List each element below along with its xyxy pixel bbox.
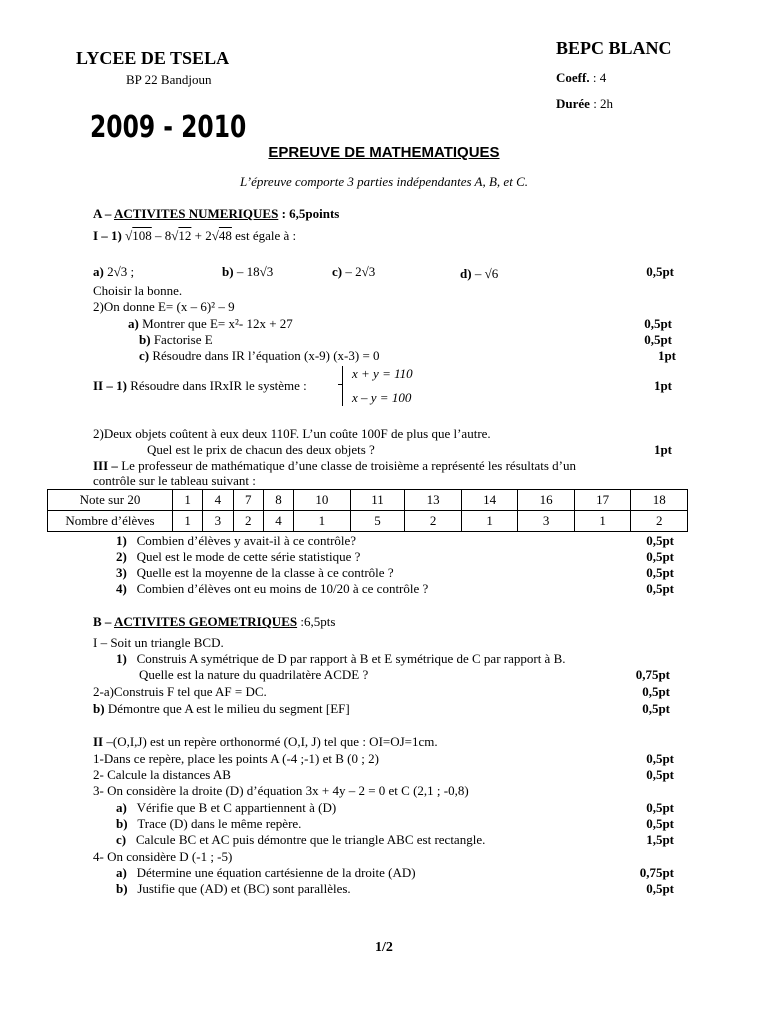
table-cell: 3 [518, 511, 575, 532]
system-brace [342, 366, 351, 406]
question-a-III-cont: contrôle sur le tableau suivant : [93, 473, 256, 488]
points: 0,5pt [646, 751, 674, 766]
duration: Durée : 2h [556, 96, 614, 111]
points: 0,5pt [646, 565, 674, 580]
question-a-I-2a: a) Montrer que E= x²- 12x + 27 [128, 316, 293, 331]
list-item: 1) Combien d’élèves y avait-il à ce contrôle? [116, 533, 357, 548]
points: 0,5pt [642, 701, 670, 716]
question-b-II-3: 3- On considère la droite (D) d’équation 3x + 4y – 2 = 0 et C (2,1 ; -0,8) [93, 783, 469, 798]
table-cell: 7 [233, 490, 263, 511]
table-cell: Note sur 20 [48, 490, 173, 511]
points: 0,5pt [646, 264, 674, 279]
table-cell: 3 [203, 511, 233, 532]
table-cell: 2 [233, 511, 263, 532]
points: 0,5pt [646, 816, 674, 831]
points: 0,5pt [646, 549, 674, 564]
table-cell: 10 [294, 490, 351, 511]
table-cell: 8 [263, 490, 293, 511]
question-b-I-2a: 2-a)Construis F tel que AF = DC. [93, 684, 267, 699]
question-b-I-2b: b) Démontre que A est le milieu du segment [EF] [93, 701, 350, 716]
list-item: 4) Combien d’élèves ont eu moins de 10/20 à ce contrôle ? [116, 581, 429, 596]
points: 0,5pt [646, 767, 674, 782]
question-a-II-1: II – 1) Résoudre dans IRxIR le système : [93, 378, 307, 393]
table-cell: 1 [574, 511, 631, 532]
option-d: d) – √6 [460, 266, 499, 281]
question-b-II-4b: b) Justifie que (AD) et (BC) sont parallèles. [116, 881, 351, 896]
question-a-I-2: 2)On donne E= (x – 6)² – 9 [93, 299, 235, 314]
coefficient: Coeff. : 4 [556, 70, 607, 85]
list-item: 3) Quelle est la moyenne de la classe à ce contrôle ? [116, 565, 394, 580]
table-cell: 1 [173, 511, 203, 532]
question-b-I: I – Soit un triangle BCD. [93, 635, 224, 650]
part-a-heading: A – ACTIVITES NUMERIQUES : 6,5points [93, 206, 340, 221]
question-b-II-3b: b) Trace (D) dans le même repère. [116, 816, 302, 831]
points: 0,75pt [639, 865, 674, 880]
table-cell: 2 [631, 511, 688, 532]
points: 1,5pt [646, 832, 674, 847]
instruction: Choisir la bonne. [93, 283, 183, 298]
results-table [47, 489, 688, 532]
table-row [48, 490, 688, 511]
question-a-II-2-sub: Quel est le prix de chacun des deux objets ? [147, 442, 375, 457]
points: 0,5pt [642, 684, 670, 699]
page-subtitle: L’épreuve comporte 3 parties indépendantes A, B, et C. [240, 174, 528, 189]
question-b-II-4a: a) Détermine une équation cartésienne de la droite (AD) [116, 865, 416, 880]
question-b-I-1: 1) Construis A symétrique de D par rapport à B et E symétrique de C par rapport à B. [116, 651, 566, 666]
system-equation-1: x + y = 110 [352, 366, 413, 381]
points: 1pt [653, 442, 672, 457]
question-b-II: II –(O,I,J) est un repère orthonormé (O,I, J) tel que : OI=OJ=1cm. [93, 734, 438, 749]
question-b-II-3c: c) Calcule BC et AC puis démontre que le triangle ABC est rectangle. [116, 832, 486, 847]
exam-name: BEPC BLANC [556, 38, 672, 58]
question-a-I-2c: c) Résoudre dans IR l’équation (x-9) (x-3) = 0 [139, 348, 380, 363]
option-c: c) – 2√3 [332, 264, 376, 279]
table-cell: 14 [461, 490, 518, 511]
points: 0,5pt [644, 332, 672, 347]
table-cell: 1 [294, 511, 351, 532]
option-b: b) – 18√3 [222, 264, 274, 279]
table-cell: 4 [203, 490, 233, 511]
table-cell: Nombre d’élèves [48, 511, 173, 532]
points: 0,75pt [635, 667, 670, 682]
question-a-I-2b: b) Factorise E [139, 332, 213, 347]
page-title: EPREUVE DE MATHEMATIQUES [268, 144, 500, 161]
points: 1pt [653, 378, 672, 393]
table-cell: 1 [461, 511, 518, 532]
points: 0,5pt [646, 800, 674, 815]
question-b-II-2: 2- Calcule la distances AB [93, 767, 231, 782]
school-name: LYCEE DE TSELA [76, 48, 230, 68]
table-cell: 4 [263, 511, 293, 532]
table-cell: 1 [173, 490, 203, 511]
question-a-I-1: I – 1) √108 – 8√12 + 2√48 est égale à : [93, 228, 297, 243]
points: 0,5pt [646, 581, 674, 596]
points: 1pt [657, 348, 676, 363]
question-b-II-3a: a) Vérifie que B et C appartiennent à (D) [116, 800, 337, 815]
school-address: BP 22 Bandjoun [126, 72, 212, 87]
question-a-III: III – Le professeur de mathématique d’une classe de troisième a représenté les résultats d’un [93, 458, 577, 473]
school-year: 2009 - 2010 [90, 110, 247, 145]
list-item: 2) Quel est le mode de cette série statistique ? [116, 549, 361, 564]
option-a: a) 2√3 ; [93, 264, 135, 279]
table-cell: 13 [405, 490, 462, 511]
table-row [48, 511, 688, 532]
part-b-heading: B – ACTIVITES GEOMETRIQUES :6,5pts [93, 614, 336, 629]
points: 0,5pt [646, 533, 674, 548]
table-cell: 17 [574, 490, 631, 511]
table-cell: 2 [405, 511, 462, 532]
question-b-II-1: 1-Dans ce repère, place les points A (-4 ;-1) et B (0 ; 2) [93, 751, 379, 766]
points: 0,5pt [646, 881, 674, 896]
table-cell: 18 [631, 490, 688, 511]
question-b-I-1b: Quelle est la nature du quadrilatère ACDE ? [139, 667, 369, 682]
question-b-II-4: 4- On considère D (-1 ; -5) [93, 849, 233, 864]
table-cell: 11 [350, 490, 405, 511]
system-equation-2: x – y = 100 [352, 390, 412, 405]
question-a-II-2: 2)Deux objets coûtent à eux deux 110F. L’un coûte 100F de plus que l’autre. [93, 426, 491, 441]
table-cell: 16 [518, 490, 575, 511]
page-number: 1/2 [375, 940, 393, 955]
points: 0,5pt [644, 316, 672, 331]
table-cell: 5 [350, 511, 405, 532]
